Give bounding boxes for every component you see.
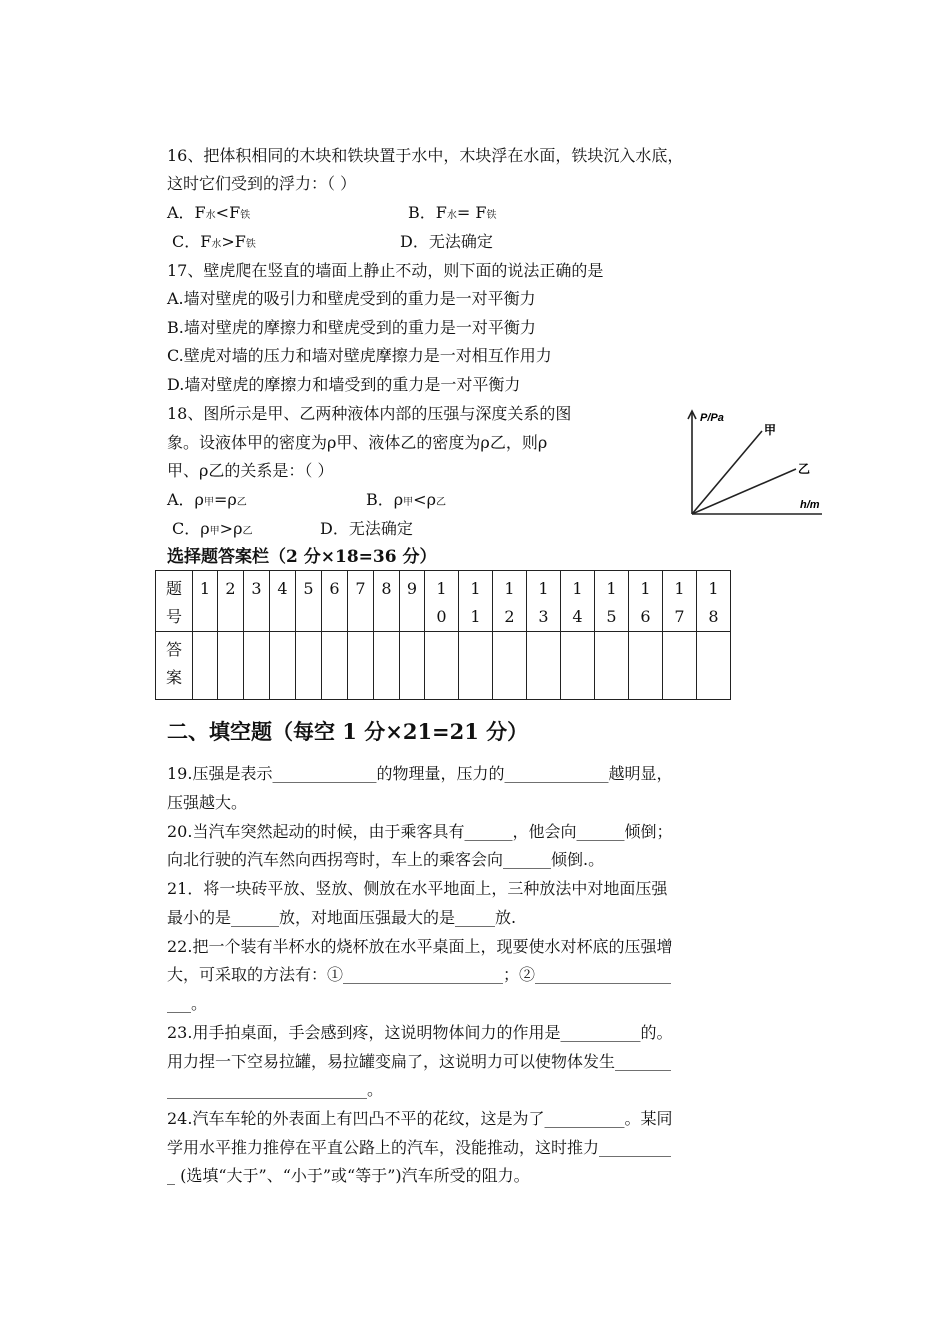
pressure-depth-graph [684, 407, 844, 522]
q22-line3: ___。 [167, 994, 208, 1013]
answer-cell[interactable] [425, 632, 459, 700]
question-number-cell: 1 5 [595, 571, 629, 632]
q24-line3: _ (选填“大于”、“小于”或“等于”)汽车所受的阻力。 [167, 1166, 530, 1185]
q23-line1: 23.用手拍桌面，手会感到疼，这说明物体间力的作用是__________的。 [167, 1023, 673, 1042]
answer-cell[interactable] [218, 632, 244, 700]
question-number-cell: 1 0 [425, 571, 459, 632]
answer-cell[interactable] [270, 632, 296, 700]
q19-line1: 19.压强是表示_____________的物理量，压力的_____________越明显， [167, 764, 673, 783]
q20-line1: 20.当汽车突然起动的时候，由于乘客具有______，他会向______倾倒； [167, 822, 673, 841]
q18-stem-line3: 甲、ρ乙的关系是：（ ） [167, 461, 334, 480]
line-jia [692, 431, 762, 514]
answer-table [155, 570, 731, 700]
x-axis-label: h/m [800, 499, 820, 511]
answer-cell[interactable] [493, 632, 527, 700]
question-number-cell: 8 [374, 571, 400, 632]
question-number-cell: 1 6 [629, 571, 663, 632]
answer-cell[interactable] [595, 632, 629, 700]
answer-cell[interactable] [400, 632, 425, 700]
answer-cell[interactable] [348, 632, 374, 700]
q23-line3: _________________________。 [167, 1080, 384, 1099]
question-number-cell: 7 [348, 571, 374, 632]
q24-line2: 学用水平推力推停在平直公路上的汽车，没能推动，这时推力_________ [167, 1138, 672, 1157]
q16-option-b[interactable]: B．F水= F铁 [408, 203, 497, 222]
question-number-cell: 6 [322, 571, 348, 632]
question-number-cell: 1 [193, 571, 218, 632]
q17-option-a[interactable]: A.墙对壁虎的吸引力和壁虎受到的重力是一对平衡力 [167, 289, 536, 308]
answer-cell[interactable] [296, 632, 322, 700]
q16-stem-line2: 这时它们受到的浮力：（ ） [167, 174, 357, 193]
question-number-cell: 1 8 [697, 571, 731, 632]
q16-stem-line1: 16、把体积相同的木块和铁块置于水中，木块浮在水面，铁块沉入水底， [167, 146, 684, 165]
q20-line2: 向北行驶的汽车然向西拐弯时，车上的乘客会向______倾倒.。 [167, 850, 605, 869]
answer-cell[interactable] [697, 632, 731, 700]
answer-cell[interactable] [244, 632, 270, 700]
q18-stem-line1: 18、图所示是甲、乙两种液体内部的压强与深度关系的图 [167, 404, 572, 423]
question-number-cell: 9 [400, 571, 425, 632]
question-number-cell: 5 [296, 571, 322, 632]
q16-option-d[interactable]: D．无法确定 [400, 232, 493, 251]
y-axis-label: P/Pa [700, 412, 724, 424]
question-number-cell: 1 7 [663, 571, 697, 632]
question-number-cell: 2 [218, 571, 244, 632]
answer-cell[interactable] [527, 632, 561, 700]
q23-line2: 用力捏一下空易拉罐，易拉罐变扁了，这说明力可以使物体发生_______ [167, 1052, 672, 1071]
question-number-cell: 1 2 [493, 571, 527, 632]
row-header-number: 题 号 [156, 571, 193, 632]
q18-option-b[interactable]: B．ρ甲<ρ乙 [366, 490, 446, 509]
row-header-answer: 答 案 [156, 632, 193, 700]
q22-line2: 大，可采取的方法有：①____________________；②_________________ [167, 965, 672, 984]
q22-line1: 22.把一个装有半杯水的烧杯放在水平桌面上，现要使水对杯底的压强增 [167, 937, 673, 956]
line-yi-label: 乙 [798, 462, 811, 476]
q21-line1: 21．将一块砖平放、竖放、侧放在水平地面上，三种放法中对地面压强 [167, 879, 668, 898]
answer-cell[interactable] [374, 632, 400, 700]
q17-option-b[interactable]: B.墙对壁虎的摩擦力和壁虎受到的重力是一对平衡力 [167, 318, 536, 337]
q18-stem-line2: 象。设液体甲的密度为ρ甲、液体乙的密度为ρ乙，则ρ [167, 433, 548, 452]
answer-cell[interactable] [322, 632, 348, 700]
question-number-cell: 3 [244, 571, 270, 632]
line-yi [692, 469, 796, 514]
answer-table-answer-row [156, 632, 731, 700]
q17-option-d[interactable]: D.墙对壁虎的摩擦力和墙受到的重力是一对平衡力 [167, 375, 521, 394]
answer-cell[interactable] [459, 632, 493, 700]
answer-table-title: 选择题答案栏（2 分×18=36 分） [167, 547, 437, 567]
q24-line1: 24.汽车车轮的外表面上有凹凸不平的花纹，这是为了__________。某同 [167, 1109, 673, 1128]
question-number-cell: 1 4 [561, 571, 595, 632]
answer-table-number-row [156, 571, 731, 632]
answer-cell[interactable] [629, 632, 663, 700]
q18-option-d[interactable]: D．无法确定 [320, 519, 413, 538]
q16-option-c[interactable]: C．F水>F铁 [172, 232, 256, 251]
q18-option-c[interactable]: C．ρ甲>ρ乙 [172, 519, 253, 538]
q17-option-c[interactable]: C.壁虎对墙的压力和墙对壁虎摩擦力是一对相互作用力 [167, 346, 552, 365]
question-number-cell: 1 3 [527, 571, 561, 632]
q17-stem: 17、壁虎爬在竖直的墙面上静止不动，则下面的说法正确的是 [167, 261, 604, 280]
section-2-title: 二、填空题（每空 1 分×21=21 分） [167, 719, 529, 744]
q18-option-a[interactable]: A．ρ甲=ρ乙 [167, 490, 247, 509]
answer-cell[interactable] [193, 632, 218, 700]
question-number-cell: 1 1 [459, 571, 493, 632]
q19-line2: 压强越大。 [167, 793, 248, 812]
q21-line2: 最小的是______放，对地面压强最大的是_____放. [167, 908, 517, 927]
q16-option-a[interactable]: A．F水<F铁 [167, 203, 251, 222]
answer-cell[interactable] [561, 632, 595, 700]
question-number-cell: 4 [270, 571, 296, 632]
answer-cell[interactable] [663, 632, 697, 700]
line-jia-label: 甲 [764, 423, 777, 437]
